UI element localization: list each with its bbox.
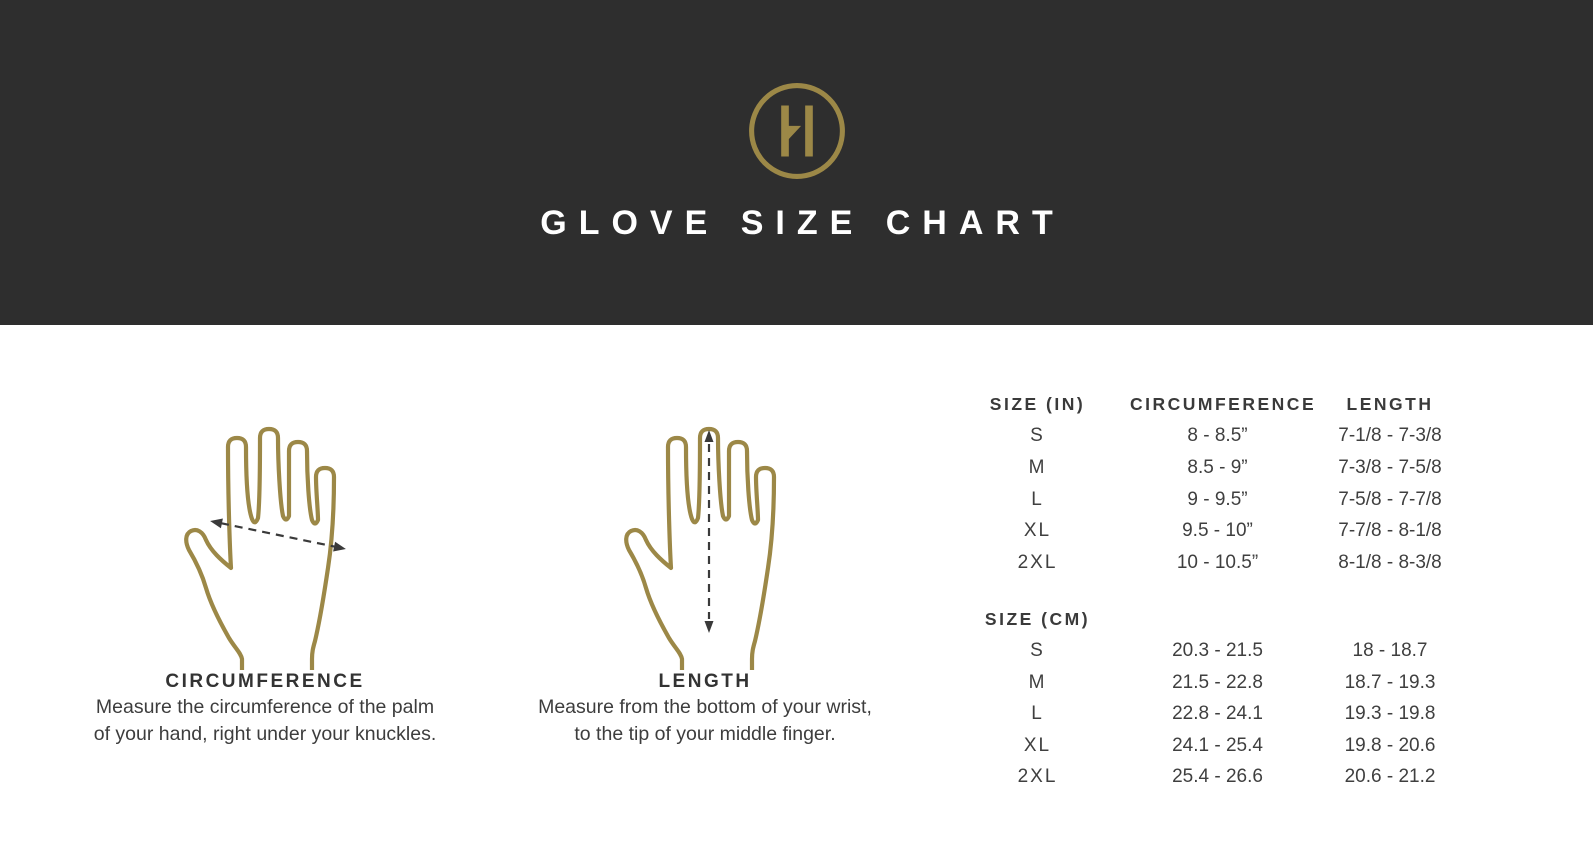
figure-length	[505, 325, 905, 747]
size-label: L	[1031, 488, 1044, 510]
hand-length-illustration	[615, 420, 795, 670]
size-table	[945, 325, 1485, 793]
caption-title: LENGTH	[658, 671, 752, 692]
page-title: GLOVE SIZE CHART	[540, 204, 1065, 242]
value-cell: 20.3 - 21.5	[1172, 639, 1263, 661]
table-row	[945, 484, 1485, 516]
table-header-row	[945, 389, 1485, 421]
value-cell: 9.5 - 10”	[1182, 520, 1253, 542]
value-cell: 9 - 9.5”	[1187, 488, 1248, 510]
caption-text-line: of your hand, right under your knuckles.	[93, 722, 437, 745]
size-label: S	[1030, 639, 1045, 661]
caption-text-line: to the tip of your middle finger.	[574, 722, 836, 745]
size-label: XL	[1023, 520, 1052, 542]
value-cell: 20.6 - 21.2	[1344, 766, 1436, 788]
caption-text-line: Measure from the bottom of your wrist,	[538, 696, 872, 718]
header-banner	[0, 0, 1593, 325]
value-cell: 22.8 - 24.1	[1172, 703, 1263, 725]
value-cell: 7-5/8 - 7-7/8	[1338, 488, 1442, 510]
column-header: SIZE (IN)	[989, 394, 1086, 415]
value-cell: 19.8 - 20.6	[1344, 734, 1436, 756]
value-cell: 18.7 - 19.3	[1344, 671, 1436, 693]
figure-circumference	[65, 325, 465, 747]
table-row	[945, 547, 1485, 579]
table-row	[945, 667, 1485, 699]
size-label: 2XL	[1017, 551, 1058, 573]
value-cell: 25.4 - 26.6	[1172, 766, 1263, 788]
value-cell: 7-1/8 - 7-3/8	[1338, 425, 1442, 447]
value-cell: 8 - 8.5”	[1187, 425, 1248, 447]
table-row	[945, 698, 1485, 730]
column-header: CIRCUMFERENCE	[1130, 394, 1317, 415]
hand-circumference-illustration	[175, 420, 355, 670]
table-row	[945, 421, 1485, 453]
caption-circumference	[94, 670, 437, 747]
value-cell: 18 - 18.7	[1352, 639, 1428, 661]
table-header-row	[945, 604, 1485, 636]
caption-text-line: Measure the circumference of the palm	[95, 696, 435, 718]
circumference-arrow	[221, 523, 335, 547]
column-header: LENGTH	[1346, 394, 1434, 415]
column-header: SIZE (CM)	[984, 608, 1091, 629]
size-label: M	[1028, 456, 1047, 478]
table-row	[945, 635, 1485, 667]
size-label: 2XL	[1017, 766, 1058, 788]
brand-logo-icon	[746, 80, 848, 182]
value-cell: 19.3 - 19.8	[1344, 703, 1436, 725]
value-cell: 24.1 - 25.4	[1172, 734, 1263, 756]
value-cell: 8.5 - 9”	[1187, 456, 1248, 478]
main-content	[0, 325, 1593, 793]
value-cell: 8-1/8 - 8-3/8	[1338, 551, 1442, 573]
size-label: M	[1028, 671, 1047, 693]
value-cell: 7-3/8 - 7-5/8	[1338, 456, 1442, 478]
table-row	[945, 452, 1485, 484]
table-row	[945, 515, 1485, 547]
caption-length	[538, 670, 872, 747]
table-row	[945, 762, 1485, 794]
size-label: XL	[1023, 734, 1052, 756]
value-cell: 21.5 - 22.8	[1172, 671, 1263, 693]
value-cell: 7-7/8 - 8-1/8	[1338, 520, 1442, 542]
value-cell: 10 - 10.5”	[1176, 551, 1259, 573]
size-label: L	[1031, 703, 1044, 725]
size-label: S	[1030, 425, 1045, 447]
table-row	[945, 730, 1485, 762]
caption-title: CIRCUMFERENCE	[165, 671, 365, 692]
